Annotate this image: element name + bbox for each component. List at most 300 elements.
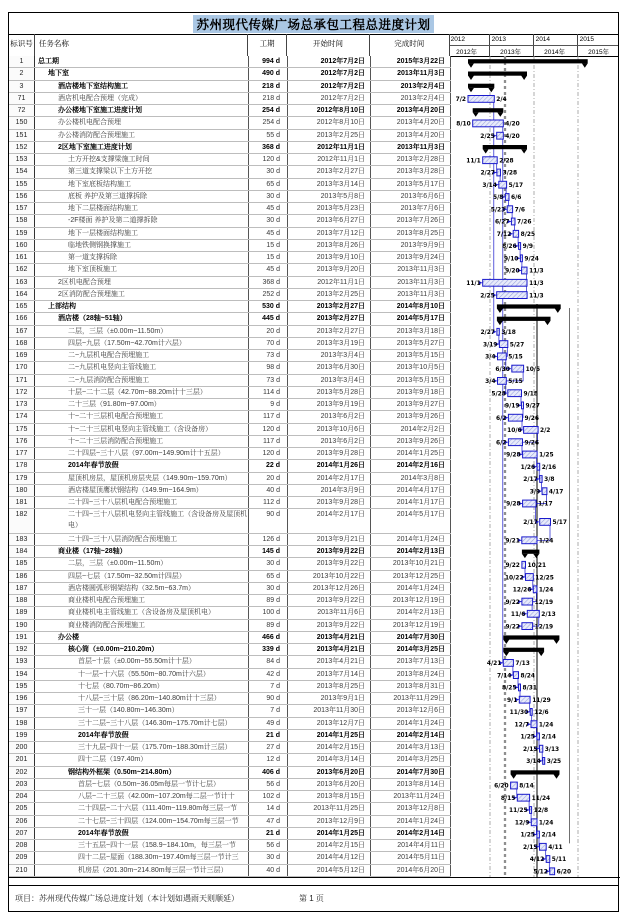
task-row — [9, 264, 451, 276]
task-finish-cell: 2014年7月30日 — [371, 767, 451, 778]
bar-start-label: 8/25 — [502, 685, 517, 692]
summary-end-cap — [488, 88, 494, 92]
task-bar — [499, 181, 507, 188]
bar-finish-label: 4/11 — [548, 845, 563, 851]
task-row — [9, 473, 451, 485]
bar-finish-label: 9/27 — [525, 403, 540, 410]
task-row — [9, 558, 451, 570]
task-bar — [522, 267, 527, 274]
task-bar — [483, 279, 527, 286]
bar-finish-label: 12/19 — [534, 624, 554, 631]
bar-start-label: 2/17 — [523, 520, 538, 527]
task-row — [9, 301, 451, 313]
task-duration-cell: 73 d — [249, 375, 288, 386]
task-name-cell: 商业楼机电主管线施工（含设备房及屋顶机电） — [35, 607, 249, 618]
task-finish-cell: 2013年8月25日 — [371, 228, 451, 239]
task-name-cell: 2区消防配合预埋施工 — [35, 289, 249, 300]
task-start-cell: 2013年9月22日 — [288, 546, 371, 557]
bar-finish-label: 4/20 — [505, 121, 520, 128]
task-duration-cell: 126 d — [249, 534, 288, 545]
task-duration-cell: 30 d — [249, 166, 288, 177]
task-id-cell: 160 — [9, 240, 35, 251]
bar-start-label: 7/14 — [496, 673, 512, 680]
task-duration-cell: 70 d — [249, 338, 288, 349]
task-row — [9, 252, 451, 264]
bar-start-label: 12/26 — [512, 587, 532, 594]
task-id-cell: 194 — [9, 669, 35, 680]
task-duration-cell: 56 d — [249, 779, 288, 790]
task-duration-cell: 218 d — [249, 93, 288, 104]
task-row — [9, 460, 451, 472]
bar-finish-label: 5/17 — [552, 520, 567, 527]
task-start-cell: 2012年7月2日 — [288, 81, 371, 92]
task-name-cell: 第三道支撑梁以下土方开挖 — [35, 166, 249, 177]
task-start-cell: 2012年11月1日 — [288, 142, 371, 153]
bar-finish-label: 11/3 — [529, 281, 544, 287]
page-frame — [8, 12, 619, 912]
bar-start-label: 7/2 — [455, 97, 466, 104]
task-finish-cell: 2013年5月27日 — [371, 338, 451, 349]
task-finish-cell: 2013年4月20日 — [371, 117, 451, 128]
task-duration-cell: 112 d — [249, 497, 288, 508]
task-name-cell: 总工期 — [35, 56, 249, 67]
task-id-cell: 203 — [9, 779, 35, 790]
bar-start-label: 11/1 — [466, 281, 481, 287]
summary-bar — [497, 317, 551, 321]
task-row — [9, 803, 451, 815]
bar-start-label: 8/10 — [456, 121, 471, 128]
summary-start-cap — [497, 309, 503, 313]
bar-finish-label: 10/21 — [527, 563, 547, 569]
bar-start-label: 9/21 — [505, 538, 520, 545]
task-finish-cell: 2014年3月13日 — [371, 742, 451, 753]
task-finish-cell: 2013年12月19日 — [371, 620, 451, 631]
task-row — [9, 215, 451, 227]
bar-start-label: 9/22 — [505, 599, 520, 606]
task-finish-cell: 2014年2月14日 — [371, 828, 451, 839]
task-duration-cell: 102 d — [249, 791, 288, 802]
task-start-cell: 2012年7月2日 — [288, 68, 371, 79]
task-duration-cell: 466 d — [249, 632, 288, 643]
task-name-cell: 办公楼消防配合预埋施工 — [35, 130, 249, 141]
task-bar — [511, 218, 515, 225]
task-name-cell: 二十三层（91.80m~97.00m） — [35, 399, 249, 410]
task-bar — [468, 96, 494, 103]
bar-start-label: 10/6 — [507, 428, 522, 435]
task-row — [9, 705, 451, 717]
task-name-cell: 2014年春节放假 — [35, 730, 249, 741]
task-row — [9, 546, 451, 558]
task-finish-cell: 2013年9月26日 — [371, 436, 451, 447]
task-id-cell: 187 — [9, 583, 35, 594]
task-name-cell: 二十四层~三十八层（97.00m~149.90m计十五层） — [35, 448, 249, 459]
task-id-cell: 1 — [9, 56, 35, 67]
summary-end-cap — [538, 652, 544, 656]
bar-start-label: 2/15 — [523, 845, 538, 851]
task-id-cell: 186 — [9, 571, 35, 582]
task-duration-cell: 20 d — [249, 326, 288, 337]
task-duration-cell: 22 d — [249, 460, 288, 471]
task-start-cell: 2013年5月23日 — [288, 203, 371, 214]
task-bar — [519, 696, 530, 703]
task-duration-cell: 73 d — [249, 350, 288, 361]
timescale-year-label: 2015年 — [588, 49, 610, 56]
summary-start-cap — [497, 321, 503, 325]
task-start-cell: 2014年2月15日 — [288, 840, 371, 851]
task-id-cell: 158 — [9, 215, 35, 226]
task-finish-cell: 2013年11月24日 — [371, 791, 451, 802]
summary-bar — [511, 770, 560, 774]
task-finish-cell: 2013年9月18日 — [371, 387, 451, 398]
task-start-cell: 2014年3月9日 — [288, 485, 371, 496]
task-row — [9, 81, 451, 93]
bar-start-label: 2/15 — [523, 746, 538, 753]
task-duration-cell: 117 d — [249, 411, 288, 422]
task-duration-cell: 20 d — [249, 473, 288, 484]
bar-start-label: 8/26 — [502, 244, 517, 251]
task-duration-cell: 45 d — [249, 264, 288, 275]
bar-start-label: 9/19 — [505, 403, 520, 410]
task-bar — [531, 721, 537, 728]
task-name-cell: 二~九层机电竖向主管线施工 — [35, 362, 249, 373]
task-row — [9, 583, 451, 595]
task-duration-cell: 30 d — [249, 852, 288, 863]
timescale-year: 2012 — [450, 36, 466, 43]
task-name-cell: 底板 养护及第三道撑拆除 — [35, 191, 249, 202]
task-start-cell: 2013年4月21日 — [288, 632, 371, 643]
task-id-cell: 205 — [9, 803, 35, 814]
timescale-header — [450, 34, 618, 56]
task-start-cell: 2013年12月9日 — [288, 816, 371, 827]
bar-finish-label: 10/5 — [525, 366, 541, 373]
task-id-cell: 175 — [9, 424, 35, 435]
task-duration-cell: 15 d — [249, 240, 288, 251]
footer-project: 项目：苏州现代传媒广场总进度计划（本计划如遇雨天则顺延） — [15, 894, 239, 903]
task-start-cell: 2013年4月21日 — [288, 644, 371, 655]
task-bar — [522, 623, 533, 630]
task-name-cell: 二十七层~三十四层（124.00m~154.70m每三层一节 — [35, 816, 249, 827]
task-start-cell: 2013年2月27日 — [288, 166, 371, 177]
task-bar — [526, 574, 534, 581]
bar-finish-label: 1/24 — [538, 820, 554, 827]
summary-end-cap — [545, 321, 551, 325]
task-duration-cell: 45 d — [249, 203, 288, 214]
task-duration-cell: 65 d — [249, 571, 288, 582]
task-name-cell: 八层~二十三层（42.00m~107.20m每二层一节计十 — [35, 791, 249, 802]
footer — [9, 885, 618, 911]
summary-start-cap — [468, 88, 474, 92]
gantt-chart — [451, 56, 620, 878]
task-start-cell: 2013年2月25日 — [288, 289, 371, 300]
task-row — [9, 767, 451, 779]
task-bar — [513, 672, 518, 679]
task-bar — [511, 782, 518, 789]
task-duration-cell: 49 d — [249, 718, 288, 729]
bar-start-label: 6/20 — [494, 783, 509, 790]
task-name-cell: 2014年春节放假 — [35, 828, 249, 839]
task-duration-cell: 27 d — [249, 742, 288, 753]
task-start-cell: 2013年9月1日 — [288, 693, 371, 704]
task-start-cell: 2013年12月7日 — [288, 718, 371, 729]
bar-start-label: 9/22 — [505, 624, 520, 631]
summary-end-cap — [521, 149, 527, 153]
task-start-cell: 2013年3月4日 — [288, 350, 371, 361]
task-duration-cell: 368 d — [249, 142, 288, 153]
bar-start-label: 11/6 — [510, 612, 526, 618]
task-name-cell: 十~二十三层消防配合预埋施工 — [35, 436, 249, 447]
bar-start-label: 3/19 — [482, 342, 498, 349]
task-id-cell: 190 — [9, 620, 35, 631]
task-finish-cell: 2013年8月31日 — [371, 681, 451, 692]
task-id-cell: 171 — [9, 375, 35, 386]
summary-end-cap — [554, 774, 560, 778]
task-start-cell: 2013年9月28日 — [288, 497, 371, 508]
task-row — [9, 681, 451, 693]
task-finish-cell: 2013年9月27日 — [371, 399, 451, 410]
task-duration-cell: 14 d — [249, 803, 288, 814]
task-id-cell: 202 — [9, 767, 35, 778]
bar-finish-label: 3/8 — [544, 477, 555, 484]
task-row — [9, 105, 451, 117]
task-duration-cell: 254 d — [249, 105, 288, 116]
task-start-cell: 2013年9月10日 — [288, 252, 371, 263]
task-id-cell: 180 — [9, 485, 35, 496]
task-row — [9, 326, 451, 338]
bar-start-label: 10/22 — [504, 575, 524, 582]
task-finish-cell: 2013年9月24日 — [371, 252, 451, 263]
bar-finish-label: 9/9 — [522, 244, 533, 251]
task-finish-cell: 2014年1月25日 — [371, 448, 451, 459]
task-row — [9, 791, 451, 803]
bar-finish-label: 12/25 — [535, 575, 554, 582]
task-bar — [522, 598, 533, 605]
summary-start-cap — [473, 112, 479, 116]
task-bar — [537, 831, 540, 838]
task-name-cell: 地下室 — [35, 68, 249, 79]
task-row — [9, 362, 451, 374]
task-id-cell: 197 — [9, 705, 35, 716]
task-id-cell: 156 — [9, 191, 35, 202]
task-finish-cell: 2014年3月8日 — [371, 473, 451, 484]
task-finish-cell: 2013年8月24日 — [371, 669, 451, 680]
bar-finish-label: 11/24 — [531, 795, 551, 802]
summary-end-cap — [497, 112, 503, 116]
task-start-cell: 2013年6月27日 — [288, 215, 371, 226]
task-bar — [522, 402, 524, 409]
bar-finish-label: 2/2 — [540, 428, 551, 435]
task-bar — [505, 194, 509, 201]
bar-finish-label: 1/25 — [539, 452, 554, 459]
timescale-year-label: 2012年 — [456, 49, 478, 56]
task-duration-cell: 56 d — [249, 840, 288, 851]
task-id-cell: 207 — [9, 828, 35, 839]
bar-start-label: 12/9 — [514, 820, 530, 827]
task-row — [9, 350, 451, 362]
task-name-cell: 2区机电配合预埋 — [35, 277, 249, 288]
task-bar — [499, 341, 507, 348]
bar-finish-label: 7/26 — [517, 219, 532, 226]
task-finish-cell: 2013年6月6日 — [371, 191, 451, 202]
task-duration-cell: 12 d — [249, 754, 288, 765]
bar-start-label: 8/15 — [500, 795, 516, 802]
task-finish-cell: 2014年6月20日 — [371, 865, 451, 876]
task-start-cell: 2013年6月2日 — [288, 411, 371, 422]
task-finish-cell: 2013年12月25日 — [371, 571, 451, 582]
task-start-cell: 2013年5月28日 — [288, 387, 371, 398]
task-finish-cell: 2013年11月3日 — [371, 68, 451, 79]
bar-finish-label: 12/19 — [534, 599, 554, 606]
task-start-cell: 2013年7月14日 — [288, 669, 371, 680]
task-duration-cell: 40 d — [249, 485, 288, 496]
task-bar — [507, 206, 512, 213]
bar-start-label: 2/27 — [480, 330, 495, 336]
summary-bar — [483, 145, 527, 149]
task-finish-cell: 2015年3月22日 — [371, 56, 451, 67]
bar-finish-label: 4/17 — [548, 489, 564, 496]
task-name-cell: 第一道支撑拆除 — [35, 252, 249, 263]
task-name-cell: 二十四~三十八层机电竖向主管线施工（含设备房及屋顶机电） — [35, 509, 249, 533]
task-name-cell: 二层，三层（±0.00m~11.50m） — [35, 558, 249, 569]
task-duration-cell: 65 d — [249, 179, 288, 190]
task-start-cell: 2013年9月19日 — [288, 399, 371, 410]
task-duration-cell: 9 d — [249, 399, 288, 410]
task-start-cell: 2014年2月17日 — [288, 473, 371, 484]
table-header — [9, 34, 618, 57]
task-finish-cell: 2013年2月28日 — [371, 154, 451, 165]
timescale-year: 2014 — [535, 36, 551, 43]
bar-finish-label: 5/27 — [509, 342, 525, 349]
task-row — [9, 669, 451, 681]
bar-start-label: 9/10 — [503, 256, 519, 263]
table-body — [9, 56, 451, 878]
task-finish-cell: 2014年1月24日 — [371, 816, 451, 827]
task-start-cell: 2012年11月1日 — [288, 277, 371, 288]
task-duration-cell: 530 d — [249, 301, 288, 312]
task-id-cell: 178 — [9, 460, 35, 471]
task-bar — [533, 586, 537, 593]
summary-end-cap — [555, 309, 561, 313]
task-duration-cell: 7 d — [249, 681, 288, 692]
task-duration-cell: 7 d — [249, 705, 288, 716]
task-id-cell: 167 — [9, 326, 35, 337]
task-name-cell: 十七层（80.70m~86.20m） — [35, 681, 249, 692]
task-name-cell: 办公楼 — [35, 632, 249, 643]
task-finish-cell: 2014年2月16日 — [371, 460, 451, 471]
task-row — [9, 154, 451, 166]
summary-bar — [503, 648, 544, 652]
task-start-cell: 2014年2月15日 — [288, 742, 371, 753]
bar-start-label: 6/30 — [495, 366, 510, 373]
task-bar — [473, 120, 504, 127]
task-start-cell: 2013年8月25日 — [288, 681, 371, 692]
bar-finish-label: 5/15 — [508, 354, 523, 361]
col-start-header: 开始时间 — [287, 34, 370, 56]
bar-finish-label: 5/17 — [508, 182, 524, 189]
task-bar — [497, 169, 501, 176]
task-start-cell: 2014年5月12日 — [288, 865, 371, 876]
task-finish-cell: 2013年3月28日 — [371, 166, 451, 177]
task-start-cell: 2013年4月21日 — [288, 656, 371, 667]
task-bar — [503, 660, 513, 667]
task-finish-cell: 2014年2月13日 — [371, 607, 451, 618]
task-bar — [497, 132, 504, 139]
task-bar — [531, 819, 537, 826]
summary-start-cap — [483, 149, 489, 153]
bar-finish-label: 6/6 — [511, 195, 522, 202]
timescale-year-label: 2013年 — [500, 49, 522, 56]
task-row — [9, 166, 451, 178]
task-bar — [508, 414, 522, 421]
task-row — [9, 485, 451, 497]
task-id-cell: 177 — [9, 448, 35, 459]
task-id-cell: 162 — [9, 264, 35, 275]
summary-start-cap — [522, 554, 528, 558]
task-id-cell: 201 — [9, 754, 35, 765]
task-bar — [550, 868, 555, 875]
task-id-cell: 157 — [9, 203, 35, 214]
task-id-cell: 185 — [9, 558, 35, 569]
bar-finish-label: 2/4 — [496, 97, 507, 104]
task-start-cell: 2014年1月26日 — [288, 460, 371, 471]
task-duration-cell: 40 d — [249, 865, 288, 876]
bar-finish-label: 6/20 — [556, 869, 572, 876]
task-duration-cell: 117 d — [249, 436, 288, 447]
summary-start-cap — [468, 76, 474, 80]
task-name-cell: 十层~二十二层（42.70m~88.20m计十三层） — [35, 387, 249, 398]
task-row — [9, 313, 451, 325]
task-finish-cell: 2014年2月13日 — [371, 546, 451, 557]
task-row — [9, 620, 451, 632]
task-start-cell: 2013年3月19日 — [288, 338, 371, 349]
task-bar — [523, 451, 538, 458]
bar-finish-label: 2/28 — [499, 158, 514, 165]
task-name-cell: 二十四~三十八层机电配合预埋施工 — [35, 497, 249, 508]
task-finish-cell: 2013年7月13日 — [371, 656, 451, 667]
task-row — [9, 240, 451, 252]
task-start-cell: 2013年10月6日 — [288, 424, 371, 435]
task-name-cell: 三十五层~四十一层（158.9~184.10m，每三层一节 — [35, 840, 249, 851]
task-duration-cell: 445 d — [249, 313, 288, 324]
task-name-cell: 四十二层（197.40m） — [35, 754, 249, 765]
task-name-cell: 三十九层~四十一层（175.70m~188.30m计三层） — [35, 742, 249, 753]
task-name-cell: 商业楼机电配合预埋施工 — [35, 595, 249, 606]
task-name-cell: 地下室底板结构施工 — [35, 179, 249, 190]
task-finish-cell: 2014年7月30日 — [371, 632, 451, 643]
task-duration-cell: 47 d — [249, 816, 288, 827]
task-row — [9, 509, 451, 534]
task-bar — [540, 519, 551, 526]
bar-start-label: 2/17 — [523, 477, 538, 484]
bar-start-label: 5/12 — [533, 869, 548, 876]
task-finish-cell: 2013年7月26日 — [371, 215, 451, 226]
task-id-cell: 182 — [9, 509, 35, 533]
summary-end-cap — [554, 640, 560, 644]
bar-finish-label: 2/16 — [541, 464, 557, 471]
task-finish-cell: 2013年12月19日 — [371, 595, 451, 606]
task-start-cell: 2013年9月28日 — [288, 448, 371, 459]
task-start-cell: 2013年6月2日 — [288, 436, 371, 447]
task-start-cell: 2014年2月17日 — [288, 509, 371, 533]
summary-bar — [468, 72, 527, 76]
bar-finish-label: 11/3 — [529, 268, 544, 275]
task-name-cell: 土方开挖&支撑梁施工时间 — [35, 154, 249, 165]
bar-start-label: 9/20 — [505, 268, 520, 275]
task-duration-cell: 45 d — [249, 228, 288, 239]
task-bar — [546, 856, 550, 863]
task-duration-cell: 406 d — [249, 767, 288, 778]
timescale-year-label: 2014年 — [544, 49, 566, 56]
task-duration-cell: 89 d — [249, 595, 288, 606]
